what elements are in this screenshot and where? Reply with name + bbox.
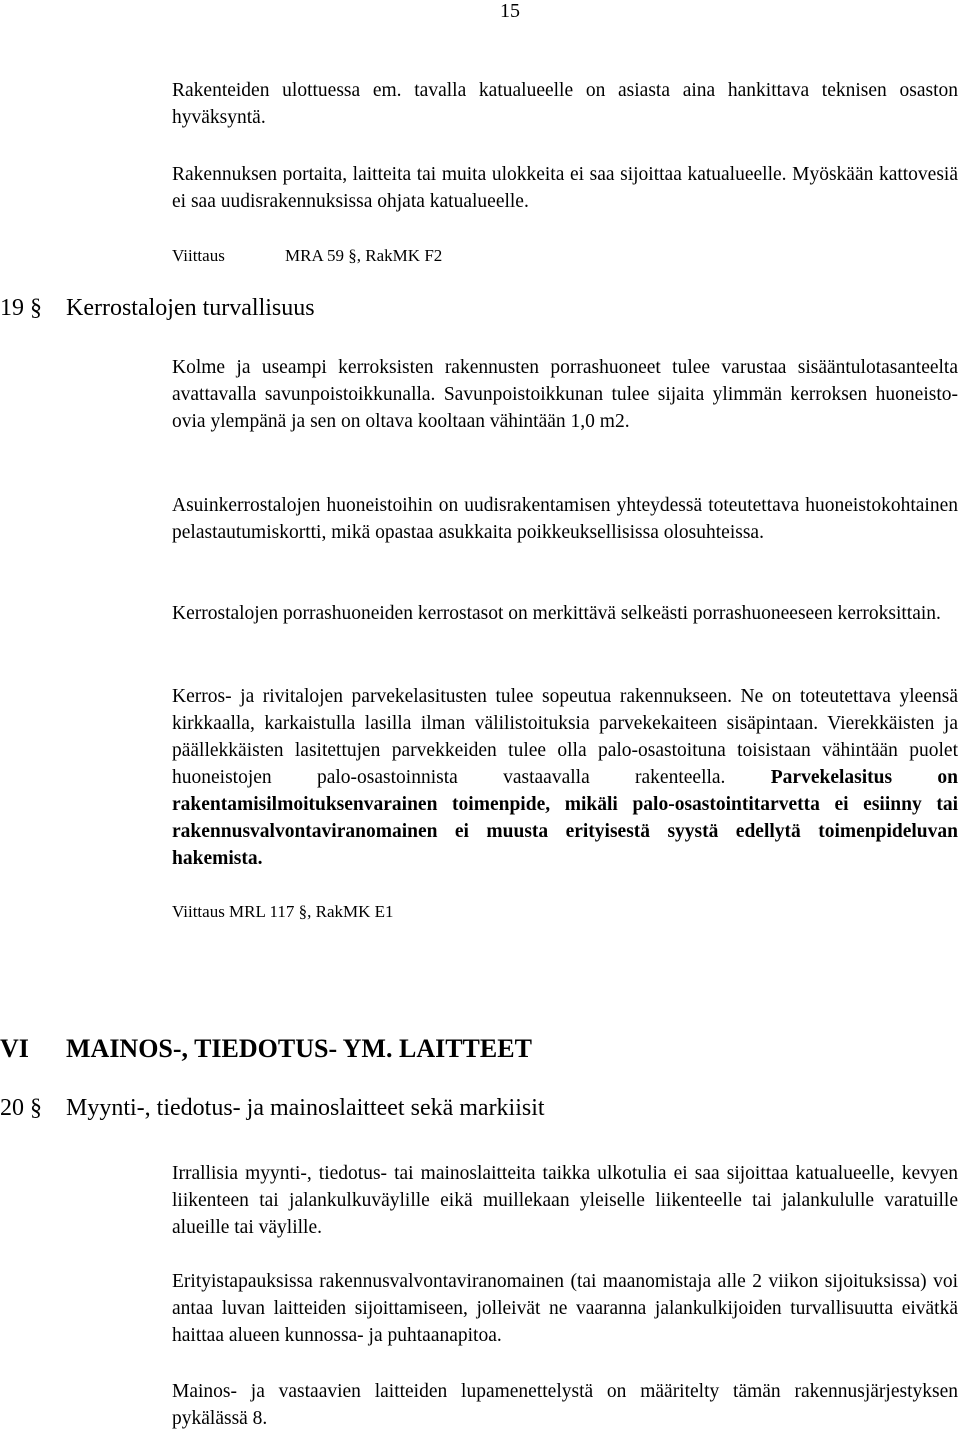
paragraph-special-cases: Erityistapauksissa rakennusvalvontaviranomainen (tai maanomistaja alle 2 viikon sijoituksissa) voi antaa luvan laitteiden sijoittamiseen, jolleivät ne vaaranna jalankulkijoiden turvallisuutta eivätkä haittaa alueen kunnossa- ja puhtaanapitoa. — [172, 1271, 958, 1346]
paragraph-smoke-vent: Kolme ja useampi kerroksisten rakennusten porrashuoneet tulee varustaa sisääntulotasanteelta avattavalla savunpoistoikkunalla. Savunpoistoikkunan tulee sijaita ylimmän kerroksen huoneisto-ovia ylempänä ja sen on oltava kooltaan vähintään 1,0 m2. — [172, 357, 958, 432]
paragraph-structures-street-area: Rakenteiden ulottuessa em. tavalla katualueelle on asiasta aina hankittava teknisen osaston hyväksyntä. — [172, 80, 958, 128]
paragraph-floor-marking: Kerrostalojen porrashuoneiden kerrostasot on merkittävä selkeästi porrashuoneeseen kerroksittain. — [172, 603, 941, 624]
section-19-reference: Viittaus MRL 117 §, RakMK E1 — [172, 902, 394, 921]
paragraph-stairs-street-area: Rakennuksen portaita, laitteita tai muita ulokkeita ei saa sijoittaa katualueelle. Myöskään kattovesiä ei saa uudisrakennuksissa ohjata katualueelle. — [172, 164, 958, 212]
paragraph-loose-devices: Irrallisia myynti-, tiedotus- tai mainoslaitteita taikka ulkotulia ei saa sijoittaa katualueelle, kevyen liikenteen tai jalankulkuväylille eikä muillekaan yleiselle liikenteelle tai jalankululle varatuille alueille tai väylille. — [172, 1163, 958, 1238]
section-19-title: Kerrostalojen turvallisuus — [66, 295, 315, 321]
paragraph-rescue-card: Asuinkerrostalojen huoneistoihin on uudisrakentamisen yhteydessä toteutettava huoneistokohtainen pelastautumiskortti, mikä opastaa asukkaita poikkeuksellisissa olosuhteissa. — [172, 495, 958, 543]
chapter-title: MAINOS-, TIEDOTUS- YM. LAITTEET — [66, 1034, 532, 1063]
reference-code: MRA 59 §, RakMK F2 — [285, 246, 443, 265]
paragraph-permit-procedure: Mainos- ja vastaavien laitteiden lupamenettelystä on määritelty tämän rakennusjärjestyksen pykälässä 8. — [172, 1381, 958, 1429]
balcony-text: Kerros- ja rivitalojen parvekelasitusten tulee sopeutua rakennukseen. Ne on toteutettava yleensä kirkkaalla, karkaistulla lasilla ilman välilistoituksia parvekekaiteen sisäpintaan. Vierekkäisten ja päällekkäisten lasitettujen parvekkeiden tulee olla palo-osastoituna toisistaan vähintään puolet huoneistojen palo-osastoinnista vastaavalla rakenteella. — [172, 686, 958, 788]
page-number: 15 — [500, 0, 520, 22]
balcony-bold-text: Parvekelasitus on rakentamisilmoituksenvarainen toimenpide, mikäli palo-osastointitarvetta ei esiinny tai rakennusvalvontaviranomainen ei muusta erityisestä syystä edellytä toimenpideluvan hakemista. — [172, 767, 959, 869]
section-20-number: 20 § — [0, 1095, 42, 1121]
section-20-title: Myynti-, tiedotus- ja mainoslaitteet sekä markiisit — [66, 1095, 545, 1121]
reference-label: Viittaus — [172, 246, 225, 265]
paragraph-balcony-glazing — [172, 683, 958, 872]
section-19-number: 19 § — [0, 295, 42, 321]
chapter-number: VI — [0, 1034, 29, 1063]
